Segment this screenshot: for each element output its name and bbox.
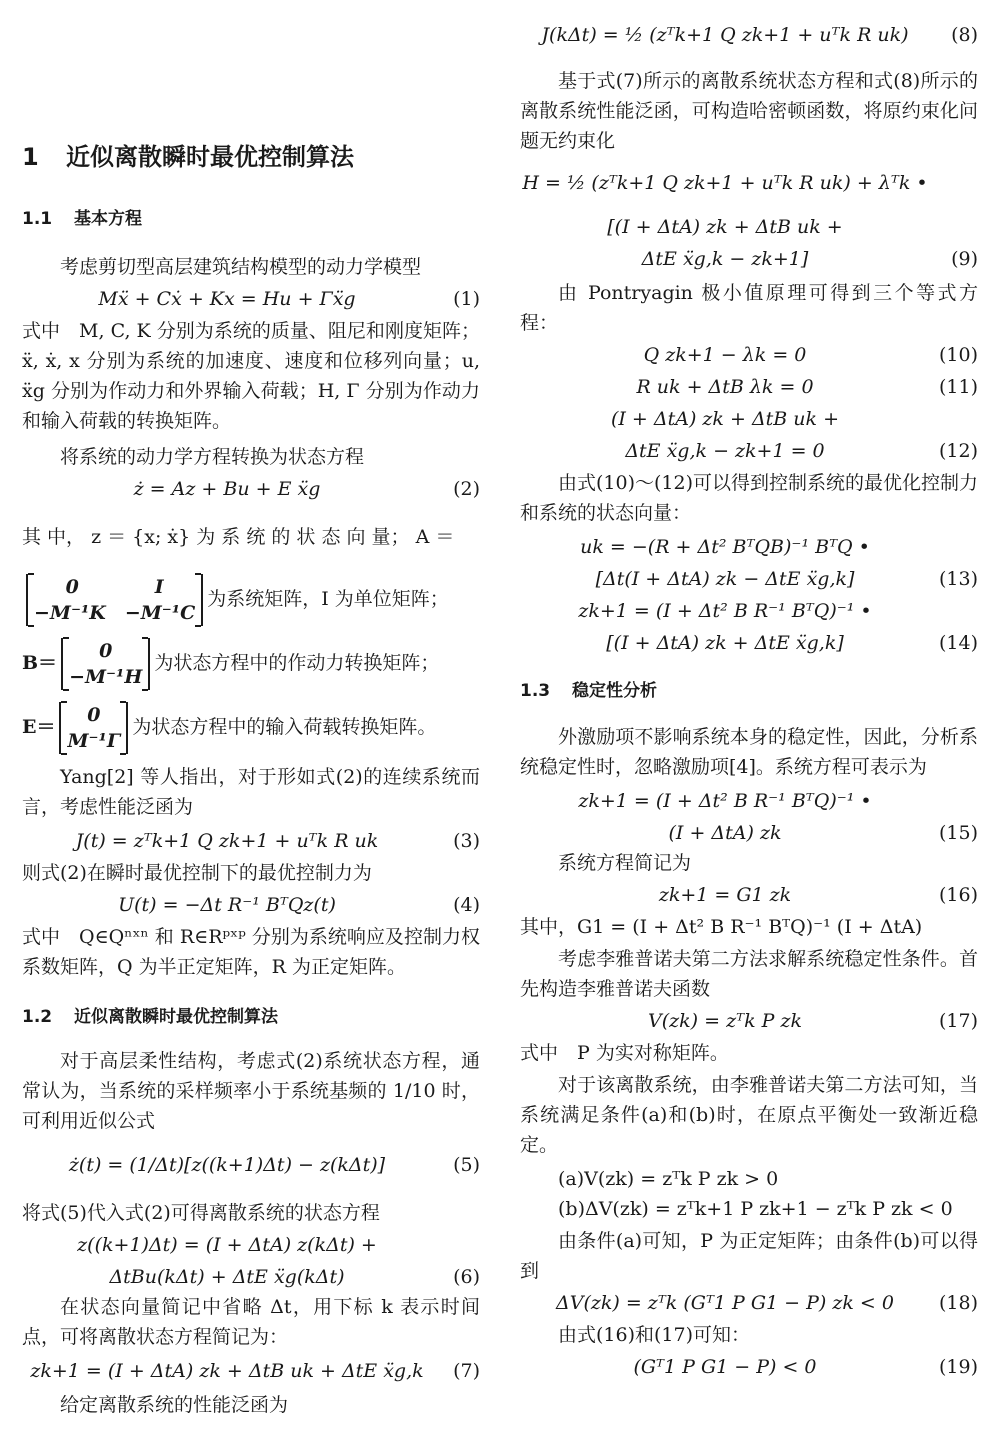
subsection-heading-1-1 [22, 204, 480, 234]
equation-18 [520, 1288, 978, 1318]
section-title: 近似离散瞬时最优控制算法 [66, 143, 354, 171]
equation-14a [520, 596, 978, 626]
section-number: 1 [22, 143, 39, 171]
paragraph: 式中 Q∈Qⁿˣⁿ 和 R∈Rᵖˣᵖ 分别为系统响应及控制力权系数矩阵，Q 为半正定矩阵，R 为正定矩阵。 [22, 926, 480, 978]
equation-body: H = ½ (zᵀk+1 Q zk+1 + uᵀk R uk) + λᵀk • [522, 172, 928, 194]
subsection-heading-1-2 [22, 1002, 480, 1032]
equation-number: (5) [453, 1154, 480, 1176]
matrix-e-line [22, 702, 480, 754]
subsection-number: 1.3 [520, 681, 551, 701]
subsection-title: 近似离散瞬时最优控制算法 [74, 1007, 278, 1027]
equation-body: (I + ΔtA) zk [668, 822, 782, 844]
equation-number: (16) [938, 884, 978, 906]
matrix-row: 0 I [65, 576, 164, 598]
equation-19 [520, 1352, 978, 1382]
equation-12a [520, 404, 978, 434]
paragraph: 由式(16)和(17)可知： [558, 1324, 751, 1346]
equation-number: (17) [938, 1010, 978, 1032]
equation-body: R uk + ΔtB λk = 0 [636, 376, 814, 398]
equation-body: [Δt(I + ΔtA) zk − ΔtE ẍg,k] [595, 568, 855, 590]
subsection-title: 基本方程 [74, 209, 142, 229]
matrix-e [59, 702, 128, 754]
equation-number: (14) [938, 632, 978, 654]
paragraph: Yang[2] 等人指出，对于形如式(2)的连续系统而言，考虑性能泛函为 [22, 766, 480, 818]
equation-4 [22, 890, 480, 920]
equation-number: (1) [453, 288, 480, 310]
equation-13b [520, 564, 978, 594]
paragraph: 由式(10)～(12)可以得到控制系统的最优化控制力和系统的状态向量： [520, 472, 979, 524]
equation-number: (9) [951, 248, 978, 270]
equation-body: ż(t) = (1/Δt)[z((k+1)Δt) − z(kΔt)] [68, 1154, 386, 1176]
matrix-row: −M⁻¹K −M⁻¹C [34, 602, 196, 624]
matrix-b-line [22, 638, 480, 690]
matrix-caption: 为状态方程中的作动力转换矩阵； [154, 652, 440, 674]
paragraph: 考虑李雅普诺夫第二方法求解系统稳定性条件。首先构造李雅普诺夫函数 [520, 948, 978, 1000]
equation-13a [520, 532, 978, 562]
equation-number: (8) [951, 24, 978, 46]
subsection-number: 1.1 [22, 209, 53, 229]
equation-body: U(t) = −Δt R⁻¹ BᵀQz(t) [118, 894, 336, 916]
paragraph: 将系统的动力学方程转换为状态方程 [60, 446, 365, 468]
matrix-row: −M⁻¹H [69, 666, 143, 688]
equation-2 [22, 474, 480, 504]
paragraph: 其中，G1 = (I + Δt² B R⁻¹ BᵀQ)⁻¹ (I + ΔtA) [520, 916, 923, 938]
equation-17 [520, 1006, 978, 1036]
equation-body: ΔtE ẍg,k − zk+1] [641, 248, 809, 270]
equation-1 [22, 284, 480, 314]
paragraph: 式中 M, C, K 分别为系统的质量、阻尼和刚度矩阵；ẍ, ẋ, x 分别为系统的加速度、速度和位移列向量；u, ẍg 分别为作动力和外界输入荷载；H, Γ 分别为作动力和输入荷载的转换矩阵。 [22, 320, 480, 432]
equation-6a [22, 1230, 480, 1260]
equation-number: (12) [938, 440, 978, 462]
paragraph: 对于该离散系统，由李雅普诺夫第二方法可知，当系统满足条件(a)和(b)时，在原点平衡处一致渐近稳定。 [520, 1074, 978, 1156]
equation-number: (18) [938, 1292, 978, 1314]
equation-body: ΔV(zk) = zᵀk (Gᵀ1 P G1 − P) zk < 0 [556, 1292, 894, 1314]
equation-body: uk = −(R + Δt² BᵀQB)⁻¹ BᵀQ • [580, 536, 870, 558]
equation-8 [520, 20, 978, 50]
equation-body: zk+1 = (I + Δt² B R⁻¹ BᵀQ)⁻¹ • [578, 600, 872, 622]
paragraph: 考虑剪切型高层建筑结构模型的动力学模型 [60, 256, 422, 278]
equation-number: (19) [938, 1356, 978, 1378]
matrix-row: 0 [99, 640, 113, 662]
paragraph: 式中 P 为实对称矩阵。 [520, 1042, 729, 1064]
paragraph: 基于式(7)所示的离散系统状态方程和式(8)所示的离散系统性能泛函，可构造哈密顿函数，将原约束化问题无约束化 [520, 70, 978, 152]
equation-body: J(kΔt) = ½ (zᵀk+1 Q zk+1 + uᵀk R uk) [541, 24, 909, 46]
matrix-label: E＝ [22, 716, 56, 738]
paragraph: 系统方程简记为 [558, 852, 692, 874]
matrix-label: B＝ [22, 652, 58, 674]
equation-body: (Gᵀ1 P G1 − P) < 0 [633, 1356, 817, 1378]
equation-15b [520, 818, 978, 848]
condition-a: (a)V(zk) = zᵀk P zk > 0 [558, 1168, 779, 1190]
subsection-number: 1.2 [22, 1007, 53, 1027]
equation-3 [22, 826, 480, 856]
equation-body: (I + ΔtA) zk + ΔtB uk + [610, 408, 840, 430]
equation-number: (13) [938, 568, 978, 590]
matrix-caption: 为系统矩阵，I 为单位矩阵； [207, 588, 449, 610]
paragraph: 在状态向量简记中省略 Δt，用下标 k 表示时间点，可将离散状态方程简记为： [22, 1296, 480, 1348]
paragraph: 其 中， z ＝ {x; ẋ} 为 系 统 的 状 态 向 量； A ＝ [22, 526, 455, 548]
equation-body: zk+1 = G1 zk [658, 884, 792, 906]
equation-number: (3) [453, 830, 480, 852]
equation-14b [520, 628, 978, 658]
equation-9a [520, 168, 978, 198]
paragraph: 由条件(a)可知，P 为正定矩阵；由条件(b)可以得到 [520, 1230, 978, 1282]
matrix-row: 0 [87, 704, 101, 726]
equation-11 [520, 372, 978, 402]
equation-number: (2) [453, 478, 480, 500]
condition-b: (b)ΔV(zk) = zᵀk+1 P zk+1 − zᵀk P zk < 0 [558, 1198, 953, 1220]
equation-9c [520, 244, 978, 274]
equation-body: Q zk+1 − λk = 0 [643, 344, 807, 366]
equation-6b [22, 1262, 480, 1292]
equation-body: zk+1 = (I + Δt² B R⁻¹ BᵀQ)⁻¹ • [578, 790, 872, 812]
equation-10 [520, 340, 978, 370]
equation-body: V(zk) = zᵀk P zk [648, 1010, 802, 1032]
matrix-b [61, 638, 150, 690]
equation-number: (15) [938, 822, 978, 844]
equation-body: [(I + ΔtA) zk + ΔtB uk + [607, 216, 843, 238]
equation-number: (11) [938, 376, 978, 398]
equation-15a [520, 786, 978, 816]
equation-body: ΔtE ẍg,k − zk+1 = 0 [625, 440, 825, 462]
matrix-caption: 为状态方程中的输入荷载转换矩阵。 [132, 716, 437, 738]
matrix-a-line [22, 574, 480, 626]
equation-body: J(t) = zᵀk+1 Q zk+1 + uᵀk R uk [75, 830, 379, 852]
equation-body: Mẍ + Cẋ + Kx = Hu + Γẍg [98, 288, 356, 310]
equation-12b [520, 436, 978, 466]
section-heading [22, 140, 480, 174]
paragraph: 外激励项不影响系统本身的稳定性，因此，分析系统稳定性时，忽略激励项[4]。系统方程可表示为 [520, 726, 978, 778]
equation-9b [520, 212, 978, 242]
equation-7 [22, 1356, 480, 1386]
subsection-heading-1-3 [520, 676, 978, 706]
equation-body: ΔtBu(kΔt) + ΔtE ẍg(kΔt) [109, 1266, 345, 1288]
paragraph: 将式(5)代入式(2)可得离散系统的状态方程 [22, 1202, 380, 1224]
equation-number: (7) [453, 1360, 480, 1382]
matrix-row: M⁻¹Γ [67, 730, 121, 752]
equation-number: (10) [938, 344, 978, 366]
equation-16 [520, 880, 978, 910]
equation-number: (4) [453, 894, 480, 916]
subsection-title: 稳定性分析 [572, 681, 657, 701]
equation-body: [(I + ΔtA) zk + ΔtE ẍg,k] [606, 632, 844, 654]
matrix-a [26, 574, 203, 626]
equation-body: zk+1 = (I + ΔtA) zk + ΔtB uk + ΔtE ẍg,k [30, 1360, 424, 1382]
equation-number: (6) [453, 1266, 480, 1288]
paragraph: 对于高层柔性结构，考虑式(2)系统状态方程，通常认为，当系统的采样频率小于系统基频的 1/10 时，可利用近似公式 [22, 1050, 480, 1132]
equation-body: ż = Az + Bu + E ẍg [133, 478, 321, 500]
paragraph: 由 Pontryagin 极小值原理可得到三个等式方程： [520, 282, 978, 334]
paragraph: 则式(2)在瞬时最优控制下的最优控制力为 [22, 862, 372, 884]
paragraph: 给定离散系统的性能泛函为 [60, 1394, 289, 1416]
equation-5 [22, 1150, 480, 1180]
equation-body: z((k+1)Δt) = (I + ΔtA) z(kΔt) + [77, 1234, 377, 1256]
